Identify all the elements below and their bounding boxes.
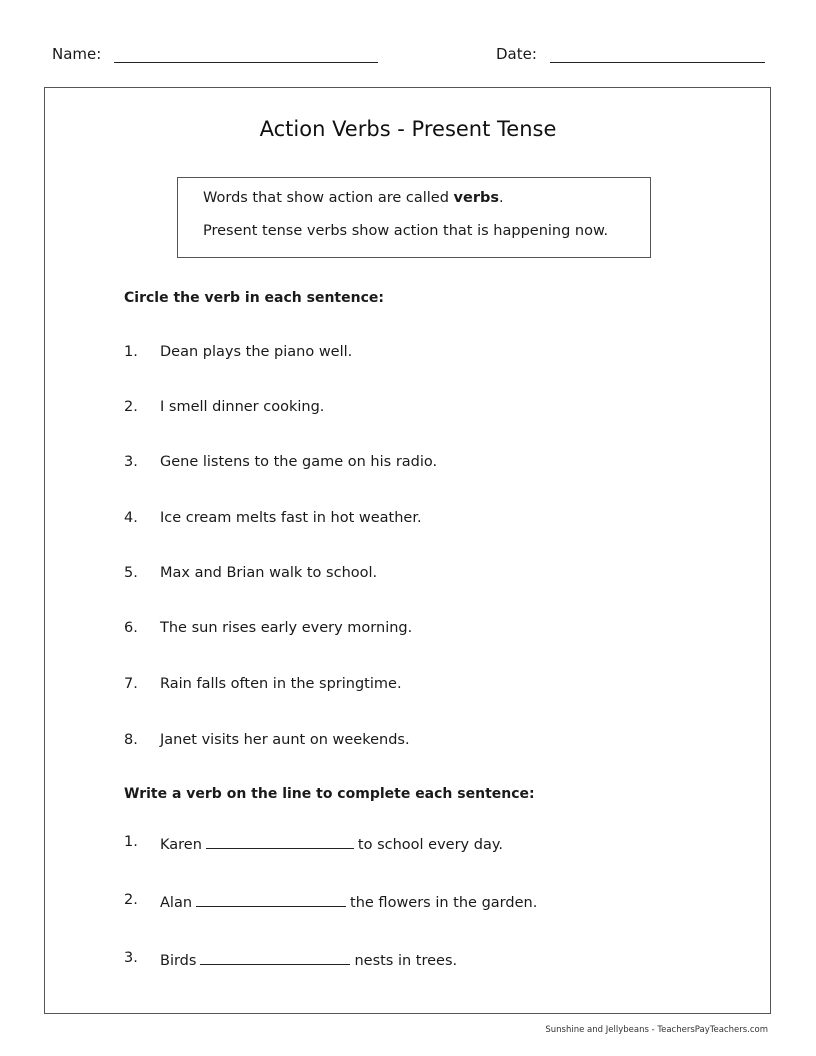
item-sentence[interactable]: I smell dinner cooking. [160, 399, 325, 415]
item-sentence[interactable]: Gene listens to the game on his radio. [160, 454, 438, 470]
sentence-start: Karen [160, 837, 202, 853]
sentence-start: Birds [160, 953, 197, 969]
item-number: 2. [124, 399, 138, 415]
sentence-end: to school every day. [357, 837, 503, 853]
item-sentence[interactable]: Max and Brian walk to school. [160, 565, 378, 581]
sentence-start: Alan [160, 895, 193, 911]
date-field[interactable] [550, 62, 765, 63]
item-sentence[interactable]: Dean plays the piano well. [160, 344, 353, 360]
name-label: Name: [52, 45, 102, 63]
sentence-end: nests in trees. [354, 953, 458, 969]
item-number: 3. [124, 950, 138, 966]
item-number: 6. [124, 620, 138, 636]
item-number: 2. [124, 892, 138, 908]
definition-keyword: verbs [453, 190, 499, 206]
definition-line-2: Present tense verbs show action that is happening now. [203, 223, 609, 239]
item-number: 7. [124, 676, 138, 692]
item-number: 1. [124, 834, 138, 850]
page-title: Action Verbs - Present Tense [259, 117, 557, 141]
item-number: 1. [124, 344, 138, 360]
answer-blank[interactable] [206, 834, 354, 849]
definition-line-1-post: . [498, 190, 504, 206]
item-sentence [160, 950, 457, 969]
answer-blank[interactable] [196, 892, 346, 907]
footer-credit: Sunshine and Jellybeans - TeachersPayTeachers.com [545, 1025, 768, 1035]
item-sentence[interactable]: The sun rises early every morning. [160, 620, 413, 636]
definition-line-1 [203, 190, 504, 206]
section1-instruction: Circle the verb in each sentence: [124, 290, 384, 306]
definition-line-1-pre: Words that show action are called [203, 190, 454, 206]
sentence-end: the flowers in the garden. [350, 895, 538, 911]
item-sentence [160, 834, 503, 853]
date-label: Date: [496, 45, 537, 63]
name-field[interactable] [114, 62, 378, 63]
item-number: 4. [124, 510, 138, 526]
item-number: 8. [124, 732, 138, 748]
item-sentence [160, 892, 537, 911]
section2-instruction: Write a verb on the line to complete each sentence: [124, 786, 535, 802]
item-number: 3. [124, 454, 138, 470]
item-sentence[interactable]: Janet visits her aunt on weekends. [160, 732, 410, 748]
item-sentence[interactable]: Ice cream melts fast in hot weather. [160, 510, 422, 526]
item-number: 5. [124, 565, 138, 581]
answer-blank[interactable] [200, 950, 350, 965]
item-sentence[interactable]: Rain falls often in the springtime. [160, 676, 402, 692]
